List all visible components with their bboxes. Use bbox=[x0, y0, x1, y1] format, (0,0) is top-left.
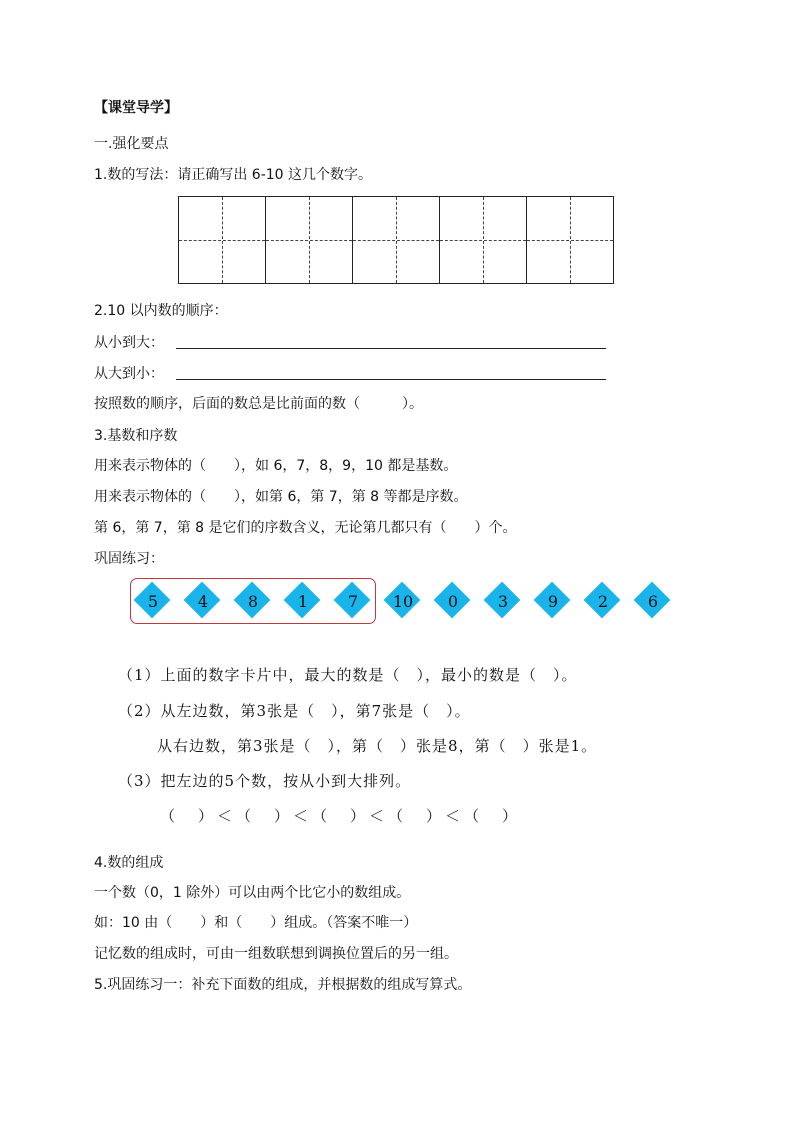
number-card: 3 bbox=[486, 584, 520, 618]
writing-grid[interactable] bbox=[178, 196, 614, 284]
question-3: （3）把左边的5个数，按从小到大排列。 bbox=[118, 772, 412, 790]
question-1: （1）上面的数字卡片中，最大的数是（ ），最小的数是（ ）。 bbox=[118, 666, 578, 684]
number-card: 10 bbox=[386, 584, 420, 618]
item-3-heading: 3.基数和序数 bbox=[94, 428, 178, 444]
small-to-big-answer-line[interactable] bbox=[176, 348, 606, 349]
grid-cell[interactable] bbox=[353, 197, 440, 283]
ordinal-note: 第 6，第 7，第 8 是它们的序数含义，无论第几都只有（ ）个。 bbox=[94, 520, 517, 536]
part-heading: 一.强化要点 bbox=[94, 136, 169, 152]
number-card: 6 bbox=[636, 584, 670, 618]
order-note: 按照数的顺序，后面的数总是比前面的数（ ）。 bbox=[94, 396, 423, 412]
grid-cell[interactable] bbox=[527, 197, 613, 283]
grid-cell[interactable] bbox=[179, 197, 266, 283]
number-card: 0 bbox=[436, 584, 470, 618]
composition-example: 如：10 由（ ）和（ ）组成。（答案不唯一） bbox=[94, 915, 418, 931]
question-2a: （2）从左边数，第3张是（ ），第7张是（ ）。 bbox=[118, 702, 471, 720]
number-card: 1 bbox=[286, 584, 320, 618]
practice-label: 巩固练习： bbox=[94, 551, 164, 567]
cardinal-definition: 用来表示物体的（ ），如 6，7，8，9，10 都是基数。 bbox=[94, 458, 458, 474]
ordinal-definition: 用来表示物体的（ ），如第 6，第 7，第 8 等都是序数。 bbox=[94, 489, 468, 505]
item-4-heading: 4.数的组成 bbox=[94, 855, 164, 871]
number-card: 5 bbox=[136, 584, 170, 618]
item-2-heading: 2.10 以内数的顺序： bbox=[94, 303, 228, 319]
small-to-big-label: 从小到大： bbox=[94, 335, 164, 351]
memory-tip: 记忆数的组成时，可由一组数联想到调换位置后的另一组。 bbox=[94, 946, 458, 962]
number-card: 4 bbox=[186, 584, 220, 618]
number-card: 8 bbox=[236, 584, 270, 618]
number-card: 2 bbox=[586, 584, 620, 618]
grid-cell[interactable] bbox=[440, 197, 527, 283]
number-card: 7 bbox=[336, 584, 370, 618]
question-2b: 从右边数，第3张是（ ），第（ ）张是8，第（ ）张是1。 bbox=[157, 737, 598, 755]
composition-rule: 一个数（0，1 除外）可以由两个比它小的数组成。 bbox=[94, 885, 411, 901]
big-to-small-label: 从大到小： bbox=[94, 366, 164, 382]
item-1-heading: 1.数的写法：请正确写出 6-10 这几个数字。 bbox=[94, 167, 373, 183]
item-5-heading: 5.巩固练习一：补充下面数的组成，并根据数的组成写算式。 bbox=[94, 977, 472, 993]
question-3-blanks[interactable]: （ ）＜（ ）＜（ ）＜（ ）＜（ ） bbox=[160, 807, 522, 825]
big-to-small-answer-line[interactable] bbox=[176, 379, 606, 380]
grid-cell[interactable] bbox=[266, 197, 353, 283]
section-title: 【课堂导学】 bbox=[94, 100, 178, 116]
number-card: 9 bbox=[536, 584, 570, 618]
